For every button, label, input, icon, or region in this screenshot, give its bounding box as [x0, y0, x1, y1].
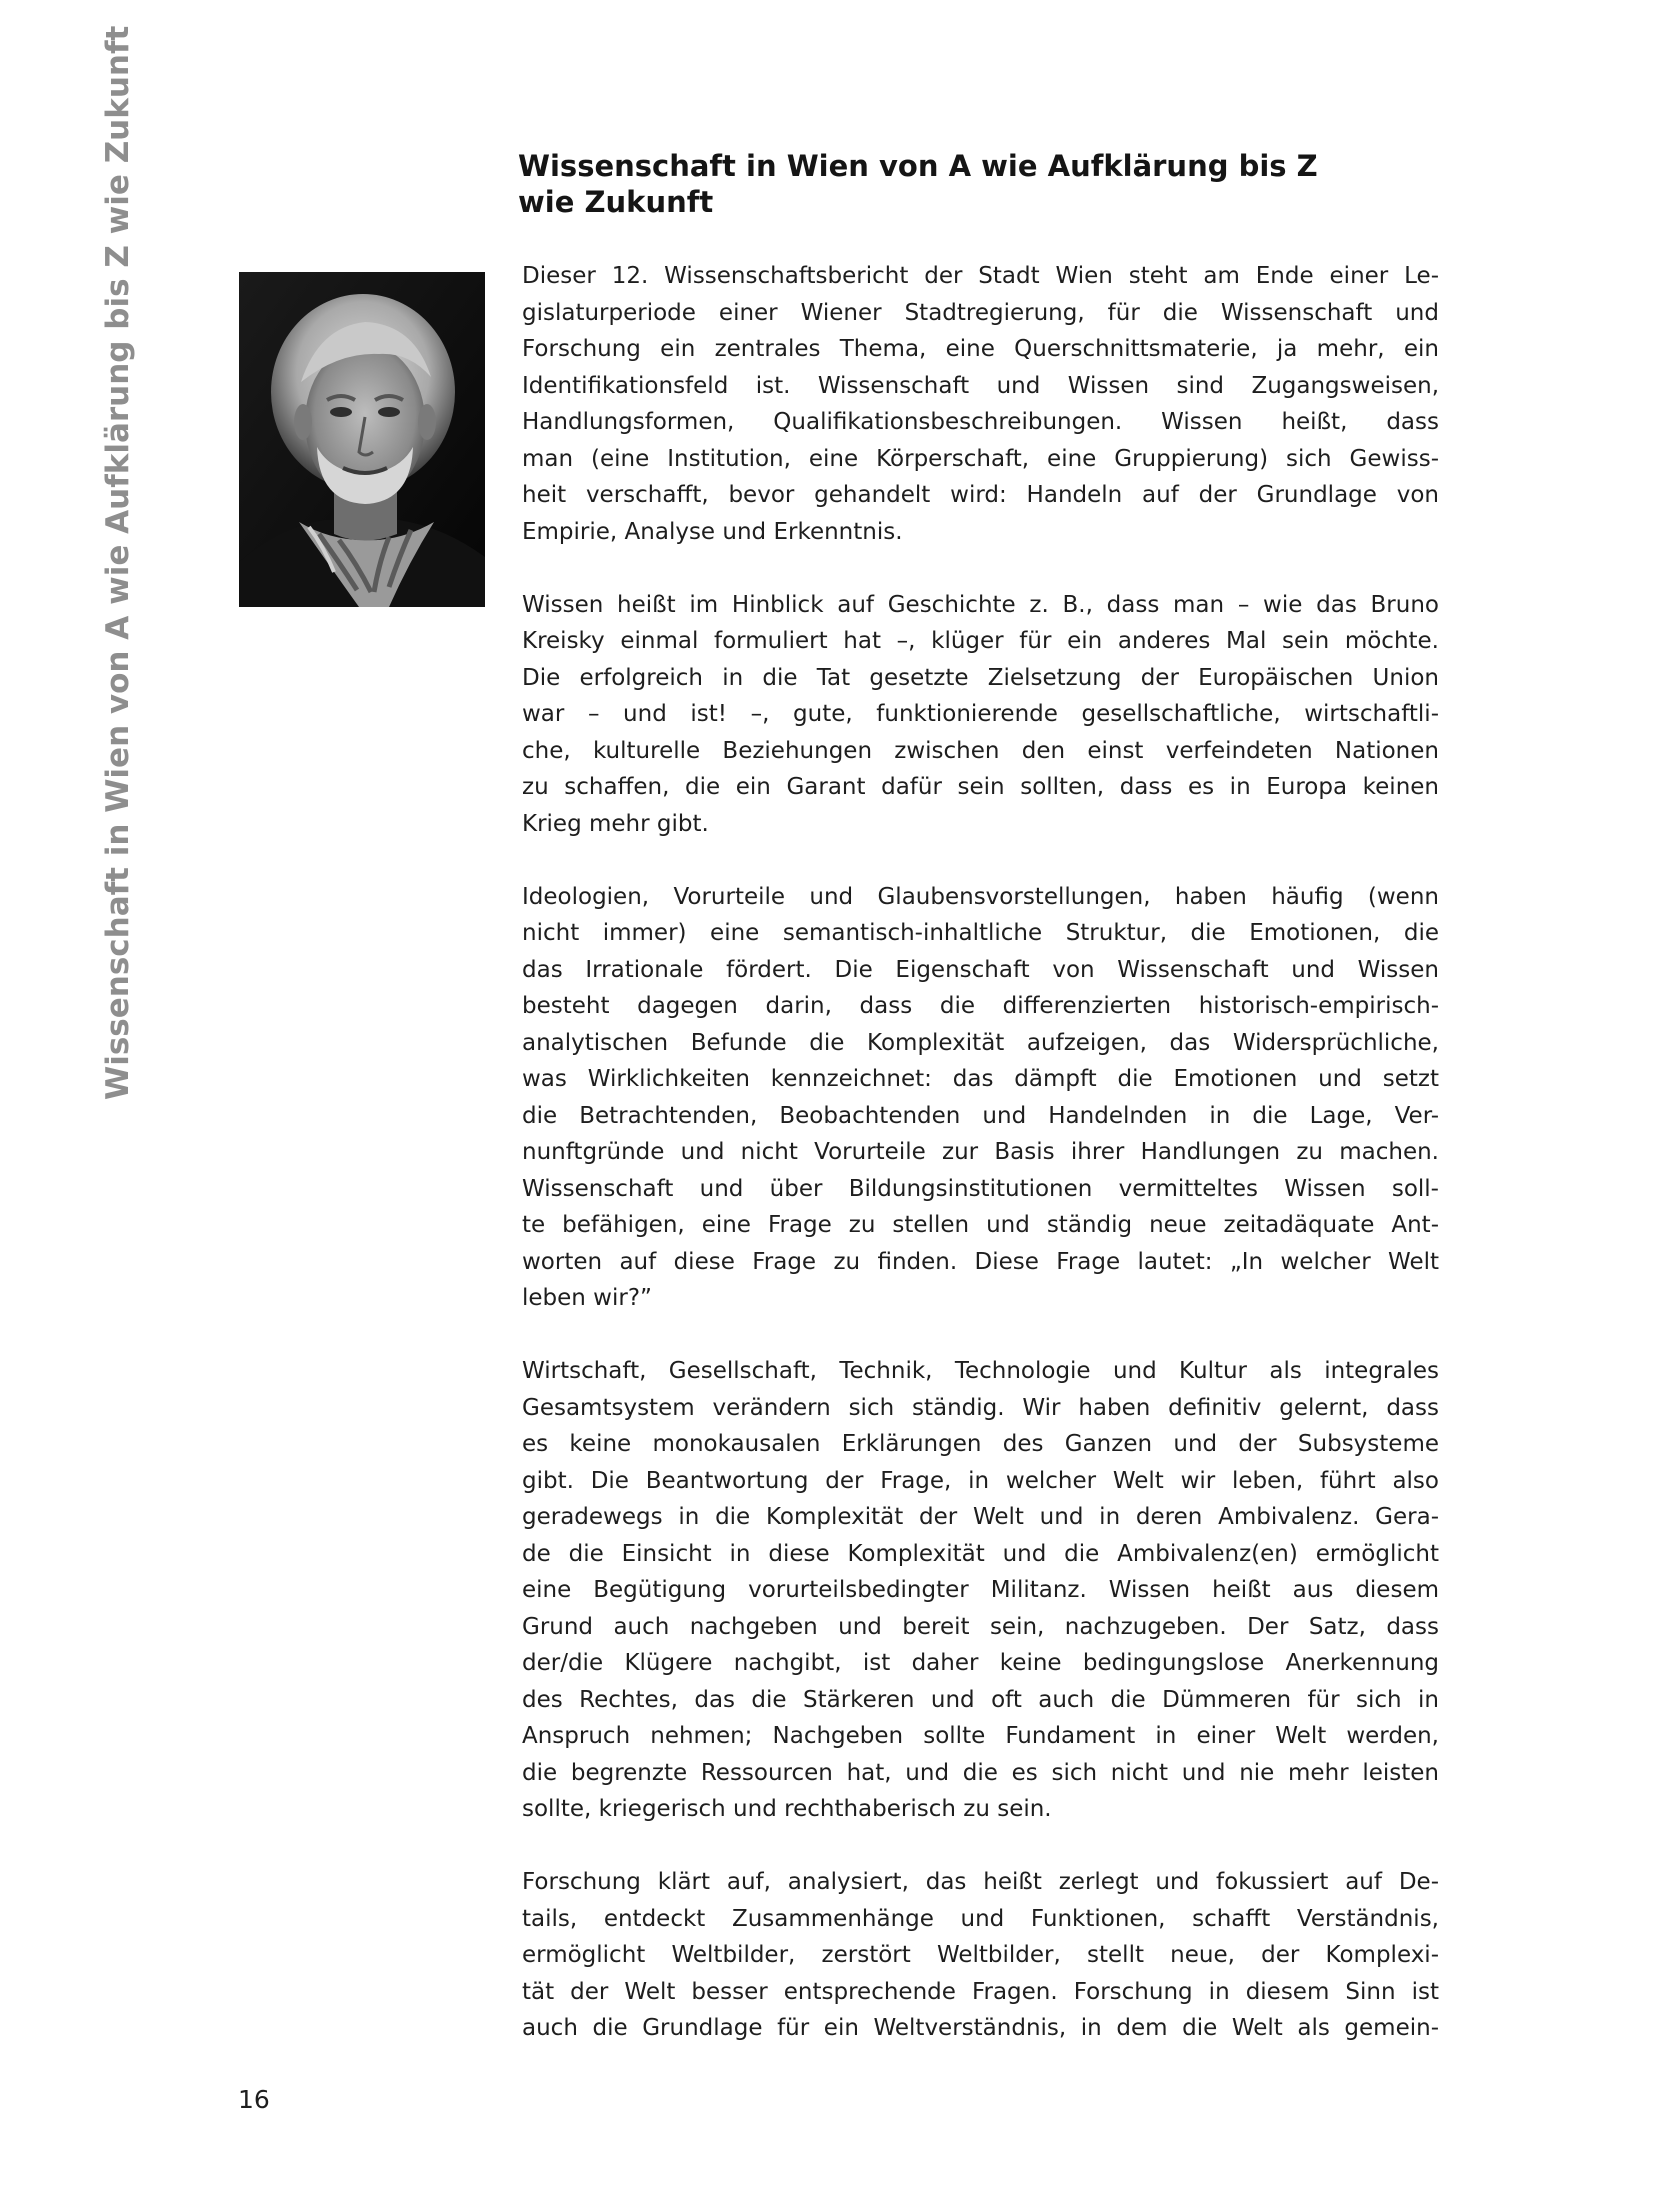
paragraph-line: auch die Grundlage für ein Weltverständnis, in dem die Welt als gemein- — [522, 2015, 1439, 2041]
paragraph-line: tät der Welt besser entsprechende Fragen. Forschung in diesem Sinn ist — [522, 1978, 1439, 2005]
paragraph-line: Wissenschaft und über Bildungsinstitutionen vermitteltes Wissen soll- — [522, 1175, 1439, 1202]
paragraph-line: das Irrationale fördert. Die Eigenschaft von Wissenschaft und Wissen — [522, 956, 1439, 983]
paragraph — [522, 879, 1439, 1317]
paragraph-line: Gesamtsystem verändern sich ständig. Wir haben definitiv gelernt, dass — [522, 1394, 1439, 1421]
paragraph-line: Forschung ein zentrales Thema, eine Querschnittsmaterie, ja mehr, ein — [522, 336, 1439, 362]
paragraph-line: Forschung klärt auf, analysiert, das heißt zerlegt und fokussiert auf De- — [522, 1869, 1439, 1895]
paragraph — [522, 1353, 1439, 1828]
paragraph-line: sollte, kriegerisch und rechthaberisch zu sein. — [522, 1796, 1052, 1822]
paragraph-line: Wirtschaft, Gesellschaft, Technik, Technologie und Kultur als integrales — [522, 1358, 1439, 1384]
paragraph — [522, 587, 1439, 843]
paragraph-line: man (eine Institution, eine Körperschaft, eine Gruppierung) sich Gewiss- — [522, 445, 1439, 472]
paragraph-line: che, kulturelle Beziehungen zwischen den einst verfeindeten Nationen — [522, 737, 1439, 764]
paragraph-line: nunftgründe und nicht Vorurteile zur Basis ihrer Handlungen zu machen. — [522, 1139, 1439, 1165]
author-portrait — [239, 272, 485, 607]
paragraph-line: es keine monokausalen Erklärungen des Ganzen und der Subsysteme — [522, 1431, 1439, 1457]
paragraph-line: der/die Klügere nachgibt, ist daher keine bedingungslose Anerkennung — [522, 1650, 1439, 1676]
paragraph-line: Grund auch nachgeben und bereit sein, nachzugeben. Der Satz, dass — [522, 1613, 1439, 1640]
paragraph-line: was Wirklichkeiten kennzeichnet: das dämpft die Emotionen und setzt — [522, 1066, 1439, 1092]
running-title: Wissenschaft in Wien von A wie Aufklärung bis Z wie Zukunft — [100, 25, 136, 1100]
paragraph-line: nicht immer) eine semantisch-inhaltliche Struktur, die Emotionen, die — [522, 920, 1439, 946]
paragraph-line: Die erfolgreich in die Tat gesetzte Zielsetzung der Europäischen Union — [522, 664, 1439, 691]
paragraph-line: gibt. Die Beantwortung der Frage, in welcher Welt wir leben, führt also — [522, 1467, 1439, 1494]
paragraph-line: Empirie, Analyse und Erkenntnis. — [522, 518, 903, 545]
paragraph-line: te befähigen, eine Frage zu stellen und ständig neue zeitadäquate Ant- — [522, 1212, 1439, 1238]
paragraph-line: geradewegs in die Komplexität der Welt und in deren Ambivalenz. Gera- — [522, 1504, 1439, 1530]
paragraph-line: tails, entdeckt Zusammenhänge und Funktionen, schafft Verständnis, — [522, 1905, 1439, 1932]
paragraph-line: ermöglicht Weltbilder, zerstört Weltbilder, stellt neue, der Komplexi- — [522, 1942, 1439, 1968]
paragraph-gap — [522, 1828, 1439, 1865]
paragraph-line: analytischen Befunde die Komplexität aufzeigen, das Widersprüchliche, — [522, 1029, 1439, 1056]
paragraph-line: Anspruch nehmen; Nachgeben sollte Fundament in einer Welt werden, — [522, 1723, 1439, 1749]
paragraph-line: Identifikationsfeld ist. Wissenschaft und Wissen sind Zugangsweisen, — [522, 372, 1439, 399]
paragraph-line: Dieser 12. Wissenschaftsbericht der Stadt Wien steht am Ende einer Le- — [522, 263, 1439, 289]
paragraph-gap — [522, 1317, 1439, 1354]
paragraph-gap — [522, 842, 1439, 879]
paragraph-line: die begrenzte Ressourcen hat, und die es sich nicht und nie mehr leisten — [522, 1759, 1439, 1786]
paragraph-line: de die Einsicht in diese Komplexität und die Ambivalenz(en) ermöglicht — [522, 1540, 1439, 1567]
paragraph-line: Krieg mehr gibt. — [522, 810, 709, 837]
article-title — [518, 148, 1368, 220]
paragraph — [522, 1864, 1439, 2047]
paragraph-line: Wissen heißt im Hinblick auf Geschichte z. B., dass man – wie das Bruno — [522, 591, 1439, 618]
paragraph-line: zu schaffen, die ein Garant dafür sein sollten, dass es in Europa keinen — [522, 774, 1439, 800]
paragraph-line: leben wir?” — [522, 1285, 652, 1311]
paragraph-line: Kreisky einmal formuliert hat –, klüger für ein anderes Mal sein möchte. — [522, 628, 1439, 654]
article-title-line: Wissenschaft in Wien von A wie Aufklärung bis Z — [518, 149, 1318, 183]
paragraph — [522, 258, 1439, 550]
paragraph-gap — [522, 550, 1439, 587]
page-number: 16 — [238, 2085, 270, 2114]
paragraph-line: war – und ist! –, gute, funktionierende gesellschaftliche, wirtschaftli- — [522, 701, 1439, 727]
paragraph-line: gislaturperiode einer Wiener Stadtregierung, für die Wissenschaft und — [522, 299, 1439, 326]
paragraph-line: des Rechtes, das die Stärkeren und oft auch die Dümmeren für sich in — [522, 1686, 1439, 1713]
paragraph-line: worten auf diese Frage zu finden. Diese Frage lautet: „In welcher Welt — [522, 1248, 1439, 1275]
paragraph-line: besteht dagegen darin, dass die differenzierten historisch-empirisch- — [522, 993, 1439, 1019]
article-body — [522, 258, 1439, 2047]
paragraph-line: Ideologien, Vorurteile und Glaubensvorstellungen, haben häufig (wenn — [522, 883, 1439, 910]
paragraph-line: Handlungsformen, Qualifikationsbeschreibungen. Wissen heißt, dass — [522, 409, 1439, 435]
paragraph-line: die Betrachtenden, Beobachtenden und Handelnden in die Lage, Ver- — [522, 1102, 1439, 1129]
article-title-line: wie Zukunft — [518, 185, 714, 219]
paragraph-line: heit verschafft, bevor gehandelt wird: Handeln auf der Grundlage von — [522, 482, 1439, 508]
paragraph-line: eine Begütigung vorurteilsbedingter Militanz. Wissen heißt aus diesem — [522, 1577, 1439, 1603]
